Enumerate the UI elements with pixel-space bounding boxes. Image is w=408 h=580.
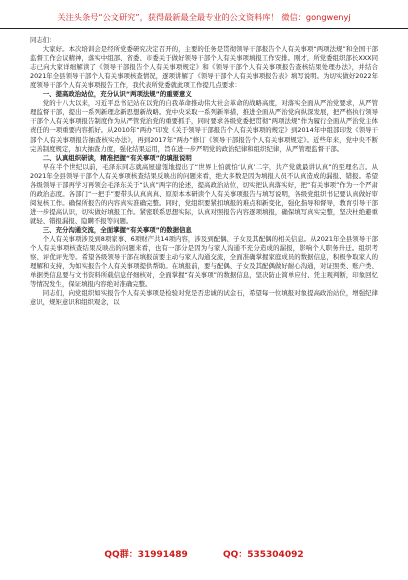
section-3-paragraph: 个人有关事项涉及到8项家事、6项财产共14项内容，涉及到配偶、子女及其配偶的相关信息。从2021年全县领导干部个人有关事项核查结果反映出的问题来看，也有一部分是因为与家人沟通不充分造成的漏报，影响个人职务升迁。组织考察、评优评先等。希望各级领导干部在填报前要主动与家人沟通交流，全面准确掌握家庭成员的数据信息，积极争取家人的理解和支持，为如实报告个人有关事项提供帮助。在填报前，要与配偶、子女及其配偶做好耐心沟通，对证照类、账户类、单据类信息要与文书资料所载信息仔细核对，全面掌握“有关事项”的数据信息，坚决防止简单应付、凭主观判断，印象回忆等情况发生，保证填报内容绝对准确完整。: [30, 235, 378, 289]
section-heading-3: 三、充分沟通交流，全面掌握“有关事项”的数据信息: [42, 225, 192, 234]
closing-paragraph: 同志们，向党组织如实报告个人有关事项是检验对党是否忠诚的试金石，希望每一位填报对象提高政治站位，增强纪律意识，规矩意识和组织观念，以: [30, 289, 378, 307]
intro-paragraph: 大家好。本次培训会是经所党委研究决定召开的，主要的任务是贯彻领导干部报告个人有关事项“两项法规”和全国干部监督工作会议精神，落实中组部、省委、市委关于做好领导干部个人有关事项填报工作安排。刚才，所党委组织部长XXX同志已向大家详细解读了《领导干部报告个人有关事项规定》和《领导干部个人有关事项报告查核结果处理办法》，并结合2021年全县领导干部个人有关事项核查情况，逐项讲解了《领导干部个人有关事项报告表》填写说明。为切实做好2022年度领导干部个人有关事项报告工作，我代表所党委就此项工作提几点要求：: [30, 45, 378, 90]
section-heading-2: 二、认真组织研读，精准把握“有关事项”的填报说明: [42, 153, 192, 162]
section-2-paragraph: 早在半个世纪以前，毛泽东同志就高屋建瓴地提出了“世界上怕就怕‘认真’二字，共产党就最讲认真”的至理名言。从2021年全县领导干部个人有关事项核查结果反映出的问题来看，绝大多数是因为填报人员不认真造成的漏报、错报。希望各级领导干部再学习再领会毛泽东关于“认真”两字的论述，提高政治站位，切实把认真落实好，把“有关事项”作为一个严肃的政治态度。各部门“一把手”要带头认真真真、原原本本研读个人有关事项报告与填写说明，各级党组织书记要认真做好审阅复核工作。确保所报告的内容真实准确完整。同时，党组织要紧扣填报的难点和新变化，强化指导和督导，教育引导干部进一步提高认识，切实做好填报工作。紧密联系思想实际，认真对照报告内容逐项填报，确保填写真实完整，坚决杜绝避重就轻、错报漏报、隐瞒不报等问题。: [30, 162, 378, 225]
header-banner: 关注头条号“公文研究”，获得最新最全最专业的公文资料库！ 微信：gongwenyj: [0, 6, 408, 29]
section-heading-1: 一、提高政治站位，充分认识“两项法规”的重要意义: [42, 90, 192, 99]
qq-group-text: QQ群：31991489: [104, 550, 188, 560]
salutation: 同志们：: [30, 36, 56, 44]
section-1-paragraph: 党的十八大以来，习近平总书记站在以党的自我革命推动伟大社会革命的战略高度，对落实全面从严治党要求，从严管理监督干部，提出一系列新理念新思想新战略。党中央采取一系列新举措，推进全面从严治党向纵深发展，把严格执行领导干部个人有关事项报告制度作为从严管党治党的重要抓手，同时要求各级党委把贯彻“两项法规”作为履行全面从严治党主体责任的一项重要内容抓好。从2010年“两办”印发《关于领导干部报告个人有关事项的规定》到2014年中组部印发《领导干部个人有关事项报告抽查核实办法》，再到2017年“两办”修订《领导干部报告个人有关事项规定》。近些年来，党中央不断完善制度规定，加大抽查力度，强化结果运用，旨在进一步严明党的政治纪律和组织纪律，从严管理监督干部。: [30, 99, 378, 153]
footer-contact: [0, 547, 408, 560]
document-body: [30, 36, 378, 307]
qq-text: QQ：535304092: [222, 550, 304, 560]
